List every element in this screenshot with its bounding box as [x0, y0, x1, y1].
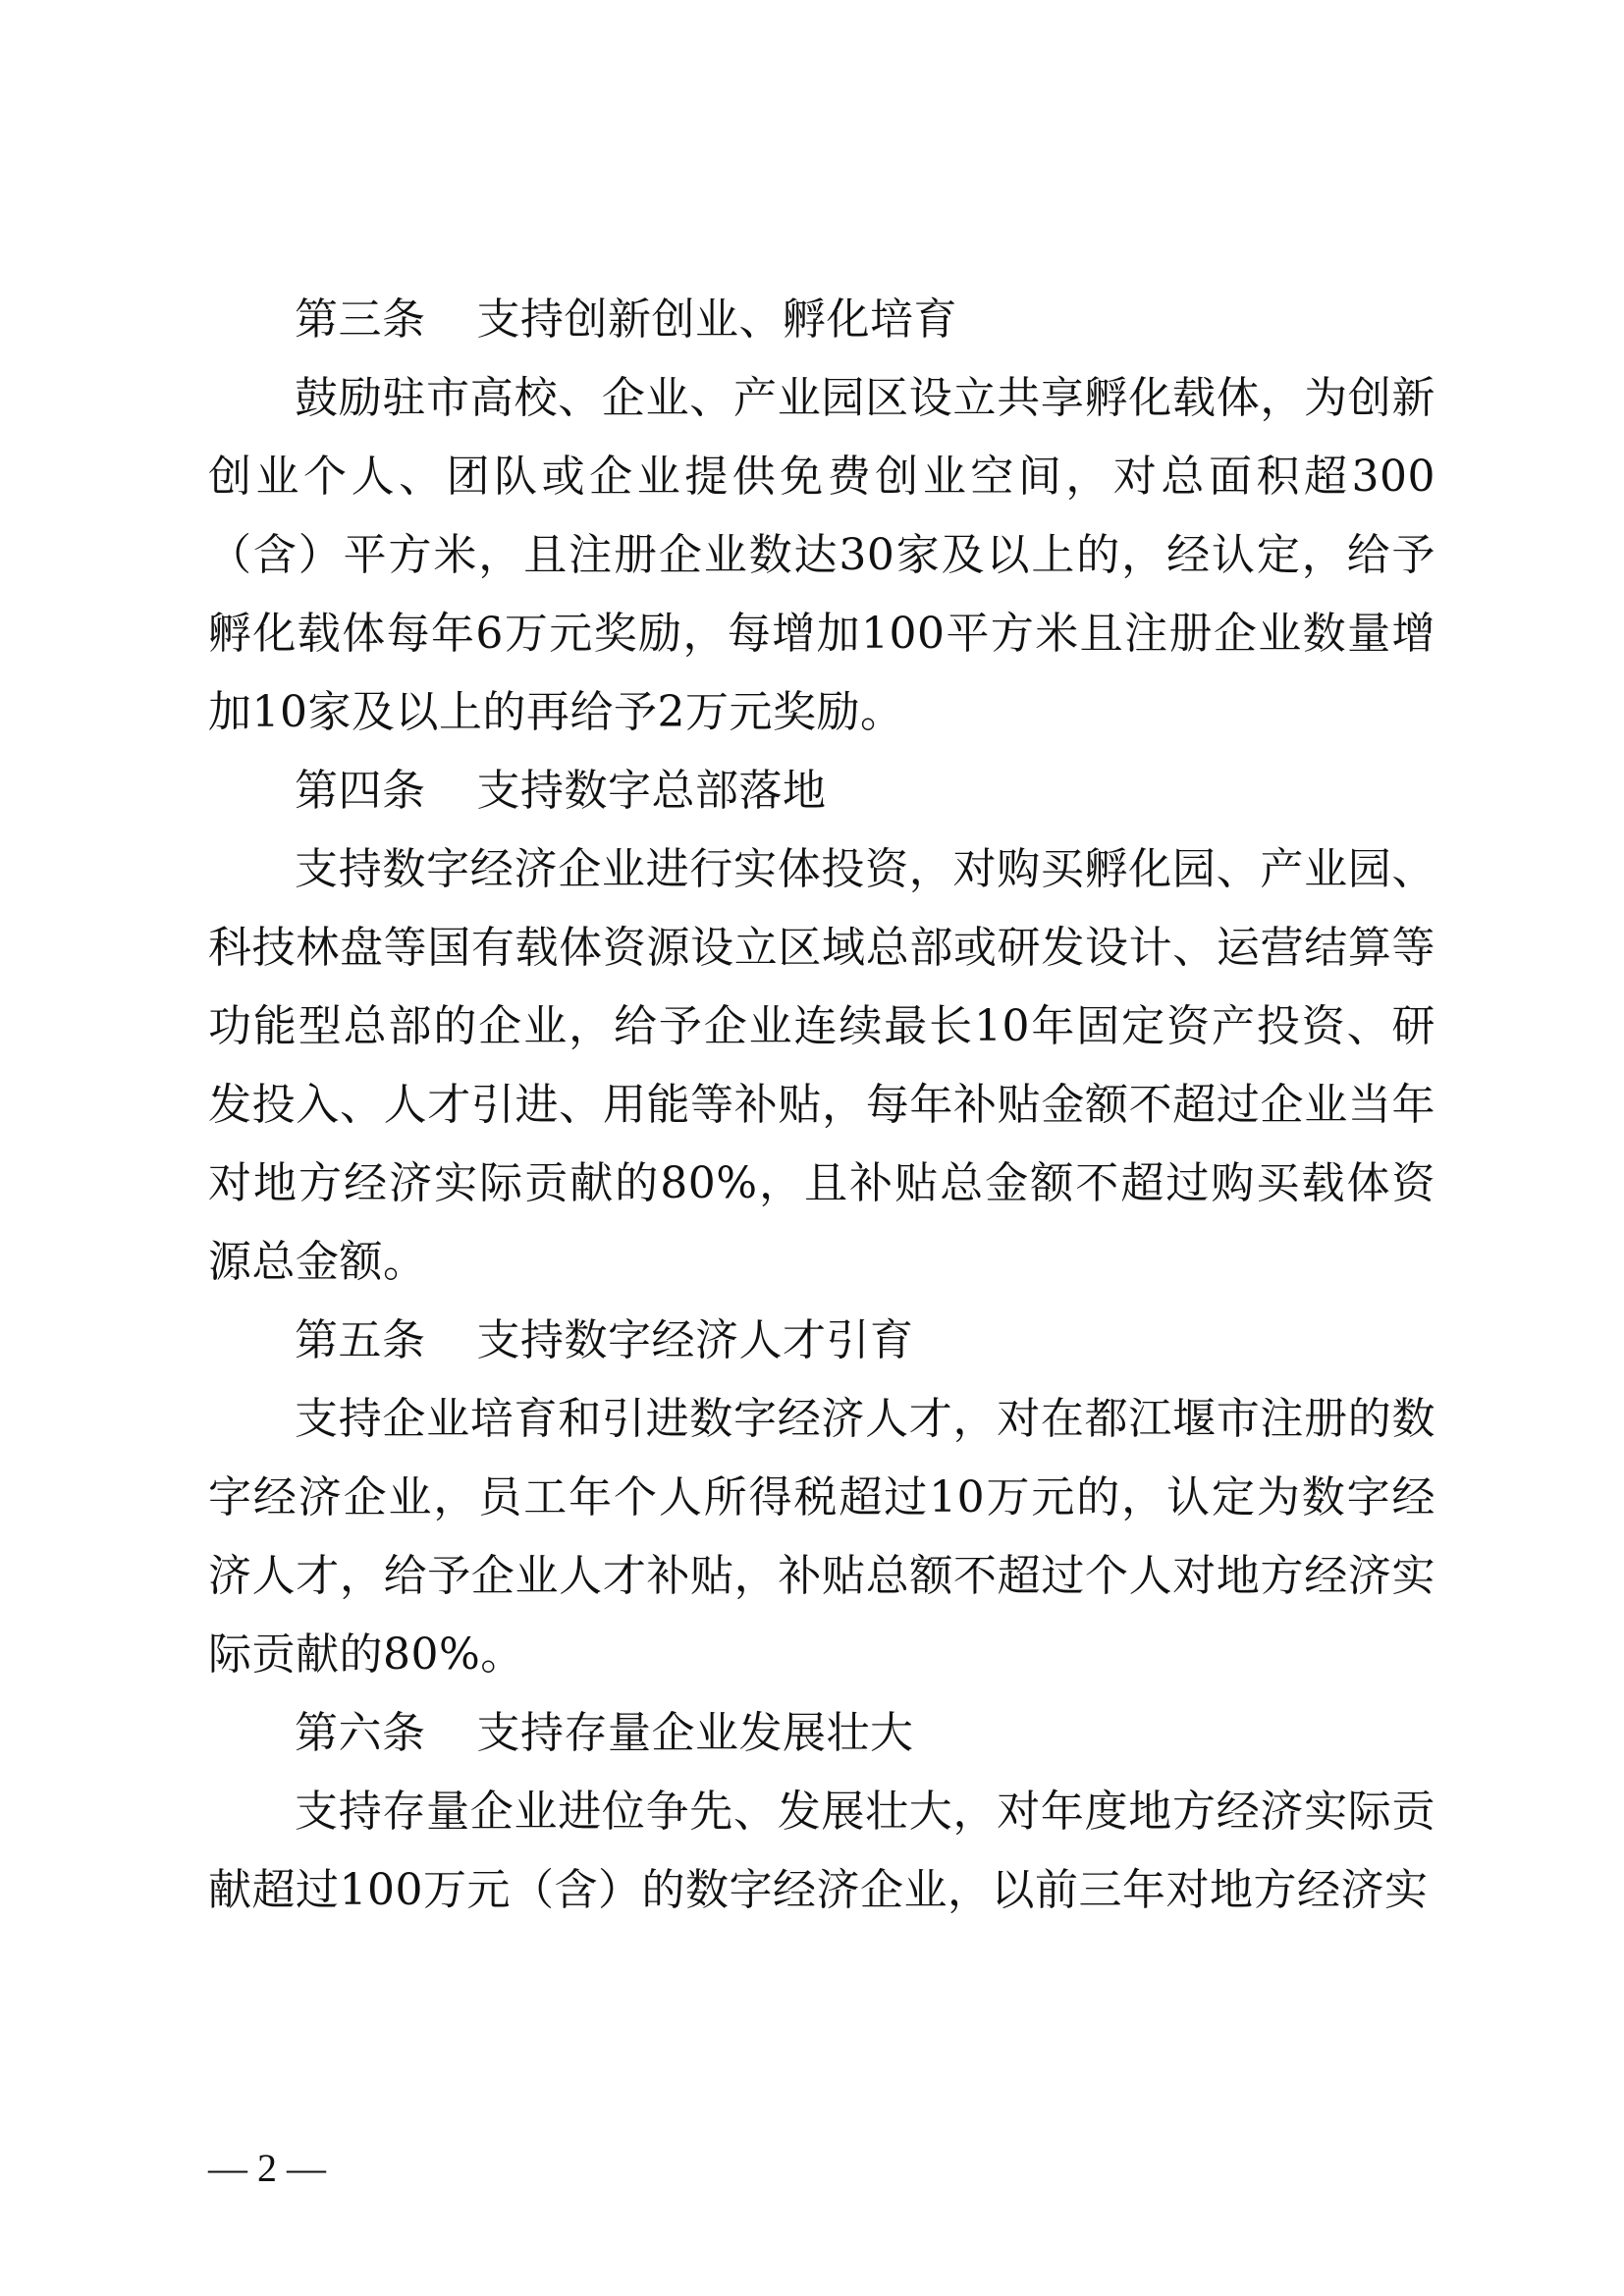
article-paragraph-4: 支持数字经济企业进行实体投资，对购买孵化园、产业园、科技林盘等国有载体资源设立区域总部或研发设计、运营结算等功能型总部的企业，给予企业连续最长10年固定资产投资、研发投入、人才引进、用能等补贴，每年补贴金额不超过企业当年对地方经济实际贡献的80%，且补贴总金额不超过购买载体资源总金额。 — [208, 844, 1435, 1287]
article-number: 第六条 — [295, 1708, 426, 1758]
article-number: 第五条 — [295, 1315, 426, 1365]
article-title: 支持数字总部落地 — [476, 766, 827, 816]
article-heading-4 — [208, 752, 1435, 830]
page-number: — 2 — — [208, 2146, 326, 2190]
article-title: 支持创新创业、孵化培育 — [476, 294, 957, 345]
article-paragraph-3: 鼓励驻市高校、企业、产业园区设立共享孵化载体，为创新创业个人、团队或企业提供免费创业空间，对总面积超300（含）平方米，且注册企业数达30家及以上的，经认定，给予孵化载体每年6万元奖励，每增加100平方米且注册企业数量增加10家及以上的再给予2万元奖励。 — [208, 373, 1435, 737]
article-title: 支持数字经济人才引育 — [476, 1315, 914, 1365]
article-paragraph-6: 支持存量企业进位争先、发展壮大，对年度地方经济实际贡献超过100万元（含）的数字经济企业，以前三年对地方经济实 — [208, 1787, 1435, 1915]
article-heading-6 — [208, 1694, 1435, 1773]
article-paragraph-5: 支持企业培育和引进数字经济人才，对在都江堰市注册的数字经济企业，员工年个人所得税超过10万元的，认定为数字经济人才，给予企业人才补贴，补贴总额不超过个人对地方经济实际贡献的80%。 — [208, 1394, 1435, 1680]
document-body — [208, 281, 1435, 1930]
article-heading-3 — [208, 281, 1435, 359]
article-number: 第四条 — [295, 766, 426, 816]
article-heading-5 — [208, 1302, 1435, 1380]
article-number: 第三条 — [295, 294, 426, 345]
article-title: 支持存量企业发展壮大 — [476, 1708, 914, 1758]
